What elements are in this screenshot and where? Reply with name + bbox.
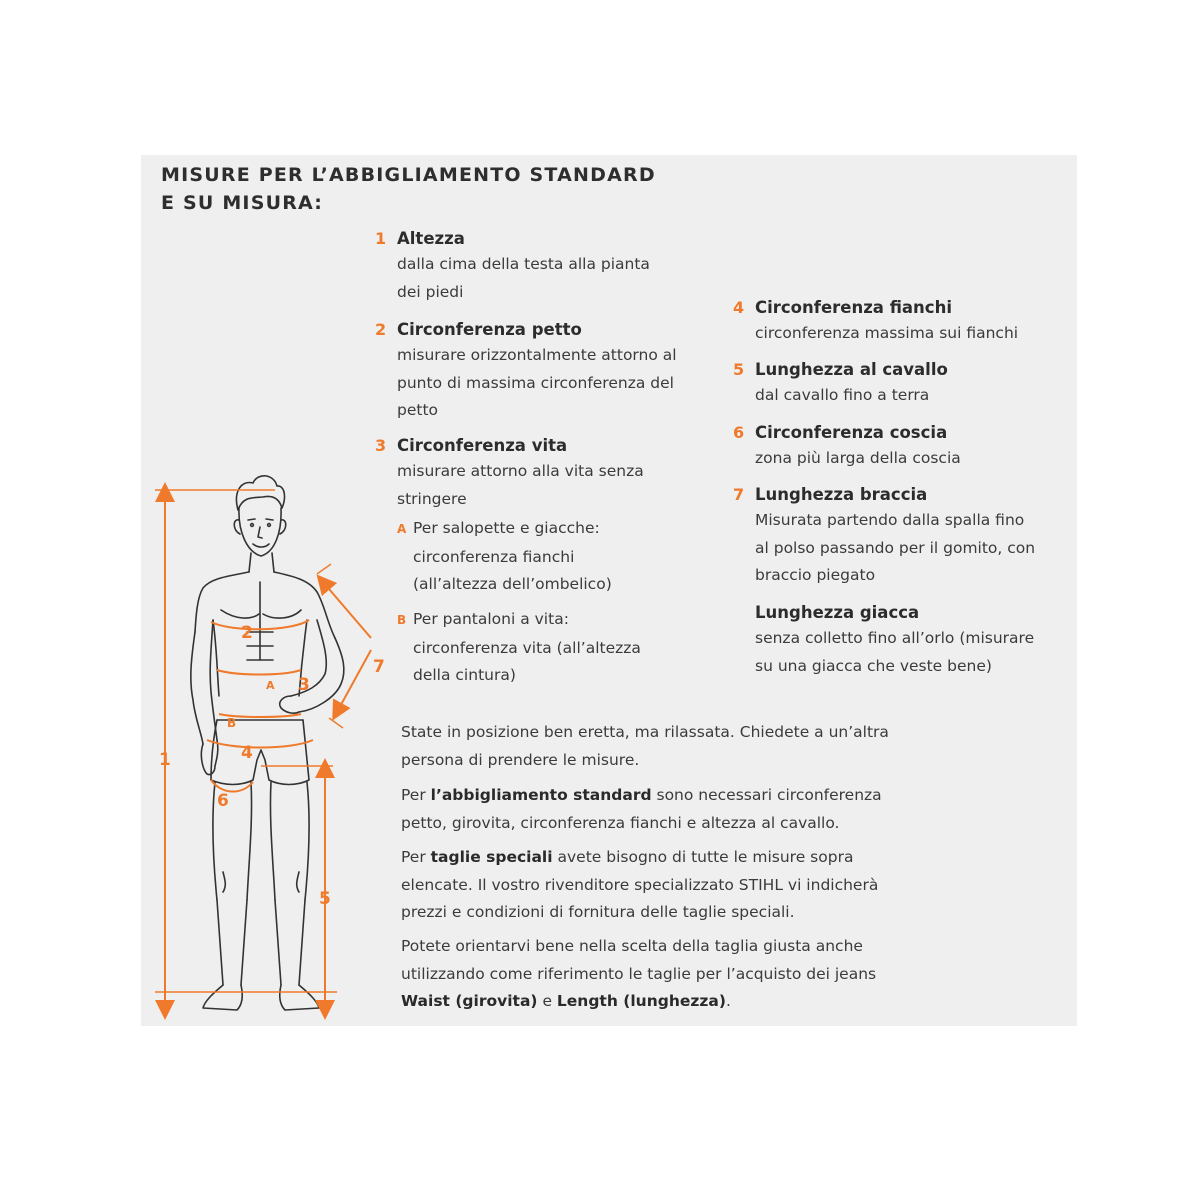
sub-entry-line: della cintura) bbox=[413, 666, 516, 684]
paragraph-special-sizes bbox=[401, 844, 961, 927]
entry-desc-line: punto di massima circonferenza del bbox=[397, 373, 674, 392]
entry-desc-line: Misurata partendo dalla spalla fino bbox=[755, 511, 1025, 529]
entry-number: 1 bbox=[375, 229, 387, 248]
paragraph-text: avete bisogno di tutte le misure sopra bbox=[552, 848, 854, 866]
entry-heading: Circonferenza fianchi bbox=[755, 298, 952, 317]
paragraph-bold: l’abbigliamento standard bbox=[430, 786, 652, 804]
measurement-panel bbox=[141, 155, 1077, 1026]
sub-entry-a bbox=[397, 515, 612, 599]
entry-desc-line: stringere bbox=[397, 489, 467, 508]
paragraph-standard bbox=[401, 782, 961, 837]
entry-desc-line: su una giacca che veste bene) bbox=[755, 656, 992, 675]
paragraph-jeans bbox=[401, 933, 961, 1016]
entry-number: 2 bbox=[375, 320, 387, 339]
entry-circonferenza-coscia bbox=[733, 421, 961, 473]
entry-desc-line: dal cavallo fino a terra bbox=[755, 386, 930, 404]
entry-desc-line: misurare attorno alla vita senza bbox=[397, 462, 644, 480]
paragraph-line: Potete orientarvi bene nella scelta della taglia giusta anche bbox=[401, 937, 863, 955]
paragraph-bold: Length (lunghezza) bbox=[556, 992, 726, 1010]
sub-entry-line: circonferenza fianchi bbox=[413, 547, 575, 566]
entry-desc-line: misurare orizzontalmente attorno al bbox=[397, 346, 677, 364]
figure-label-4: 4 bbox=[241, 743, 253, 763]
figure-label-3: 3 bbox=[298, 675, 310, 695]
paragraph-text: e bbox=[537, 992, 557, 1010]
entry-desc-line: al polso passando per il gomito, con bbox=[755, 538, 1036, 557]
entry-lunghezza-giacca bbox=[733, 601, 1034, 680]
entry-heading: Circonferenza coscia bbox=[755, 423, 948, 442]
sub-entry-b bbox=[397, 606, 641, 690]
entry-circonferenza-vita bbox=[375, 434, 644, 513]
page-title bbox=[161, 161, 721, 217]
entry-circonferenza-fianchi bbox=[733, 296, 1018, 348]
figure-label-5: 5 bbox=[319, 889, 331, 909]
paragraph-line: State in posizione ben eretta, ma rilassata. Chiedete a un’altra bbox=[401, 723, 889, 741]
figure-label-a: A bbox=[266, 679, 275, 692]
entry-number: 7 bbox=[733, 485, 745, 504]
figure-label-6: 6 bbox=[217, 791, 229, 811]
figure-label-b: B bbox=[227, 716, 237, 730]
sub-entry-line: Per salopette e giacche: bbox=[413, 519, 600, 537]
entry-desc-line: zona più larga della coscia bbox=[755, 449, 961, 467]
figure-label-7: 7 bbox=[373, 657, 385, 677]
entry-desc-line: dalla cima della testa alla pianta bbox=[397, 255, 650, 273]
entry-number: 5 bbox=[733, 360, 745, 379]
entry-number: 6 bbox=[733, 423, 745, 442]
paragraph-text: sono necessari circonferenza bbox=[651, 786, 882, 804]
entry-heading: Lunghezza al cavallo bbox=[755, 360, 948, 379]
paragraph-line: petto, girovita, circonferenza fianchi e altezza al cavallo. bbox=[401, 813, 840, 832]
sub-entry-line: circonferenza vita (all’altezza bbox=[413, 638, 641, 657]
paragraph-posture bbox=[401, 719, 961, 774]
sub-entry-letter: B bbox=[397, 613, 407, 627]
paragraph-line: persona di prendere le misure. bbox=[401, 750, 640, 769]
paragraph-bold: Waist (girovita) bbox=[401, 992, 538, 1010]
entry-desc-line: braccio piegato bbox=[755, 566, 876, 584]
entry-desc-line: dei piedi bbox=[397, 282, 464, 301]
entry-number: 4 bbox=[733, 298, 745, 317]
paragraph-line: prezzi e condizioni di fornitura delle taglie speciali. bbox=[401, 903, 795, 921]
paragraph-text: . bbox=[725, 992, 731, 1010]
entry-heading: Circonferenza vita bbox=[397, 436, 568, 455]
paragraph-bold: taglie speciali bbox=[430, 848, 553, 866]
paragraph-text: Per bbox=[401, 786, 431, 804]
paragraph-line: utilizzando come riferimento le taglie per l’acquisto dei jeans bbox=[401, 964, 877, 983]
body-figure-illustration bbox=[141, 320, 385, 909]
entry-desc-line: petto bbox=[397, 401, 439, 419]
entry-desc-line: senza colletto fino all’orlo (misurare bbox=[755, 629, 1035, 647]
entry-lunghezza-cavallo bbox=[733, 358, 948, 410]
entry-circonferenza-petto bbox=[375, 318, 677, 425]
figure-label-2: 2 bbox=[241, 623, 253, 643]
entry-altezza bbox=[375, 227, 650, 306]
sub-entry-line: Per pantaloni a vita: bbox=[413, 610, 569, 628]
entry-heading: Altezza bbox=[397, 229, 465, 248]
entry-desc-line: circonferenza massima sui fianchi bbox=[755, 324, 1019, 342]
entry-heading: Lunghezza braccia bbox=[755, 485, 928, 504]
entry-lunghezza-braccia bbox=[733, 483, 1035, 590]
entry-number: 3 bbox=[375, 436, 387, 455]
figure-label-1: 1 bbox=[159, 750, 171, 770]
entry-heading: Circonferenza petto bbox=[397, 320, 582, 339]
title-line-2: E SU MISURA: bbox=[161, 192, 324, 214]
sub-entry-line: (all’altezza dell’ombelico) bbox=[413, 575, 612, 593]
paragraph-line: elencate. Il vostro rivenditore specializzato STIHL vi indicherà bbox=[401, 875, 879, 894]
title-line-1: MISURE PER L’ABBIGLIAMENTO STANDARD bbox=[161, 164, 656, 186]
paragraph-text: Per bbox=[401, 848, 431, 866]
entry-heading: Lunghezza giacca bbox=[755, 603, 920, 622]
sub-entry-letter: A bbox=[397, 522, 407, 536]
